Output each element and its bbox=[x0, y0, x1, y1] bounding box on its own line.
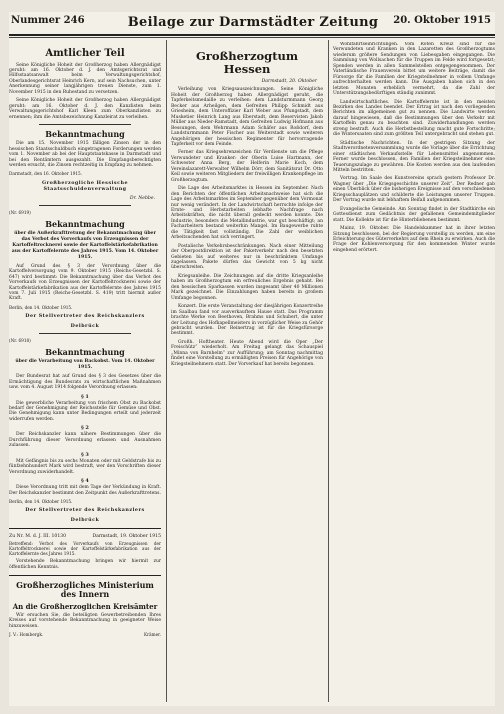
notice-signature: Großherzogliche Hessische Staatsschuldenverwaltung bbox=[41, 179, 129, 192]
newspaper-page bbox=[9, 12, 495, 706]
document-date: Darmstadt, 19. Oktober 1915 bbox=[92, 534, 161, 540]
newspaper-title: Beilage zur Darmstädter Zeitung bbox=[127, 15, 379, 30]
notice-signer: Dr. Nebbe. bbox=[129, 195, 155, 201]
article-paragraph: Konzert. Die erste Veranstaltung der diesjährigen Konzertreihe im Saalbau fand vor ausverkauftem Hause statt. Das Programm brachte Werke von Beethoven, Brahms und Schubert, die unter der Leitung des Hofkapellmeisters in vorzüglicher Weise zu Gehör gebracht wurden. Der Reinertrag ist für die Kriegsfürsorge bestimmt. bbox=[171, 304, 323, 337]
subject-line: Betreffend: Verbot des Vorverkaufs von Erzeugnissen der Kartoffeltrocknerei sowie der Kartoffelstärkefabrikation aus der Kartoffelernte des Jahres 1915. bbox=[9, 541, 161, 557]
header-rule bbox=[9, 37, 495, 38]
document-reference: Zu Nr. M. d. J. III. 10130 bbox=[9, 534, 67, 540]
reference-number: (Nr. 6919) bbox=[9, 209, 31, 215]
article-paragraph: Postalische Verkehrsbeschränkungen. Nach einer Mitteilung der Oberpostdirektion ist der Paketverkehr nach den besetzten Gebieten bis auf weiteres nur in beschränktem Umfange zugelassen. Pakete dürfen das Gewicht von 5 kg nicht überschreiten. bbox=[171, 243, 323, 271]
paragraph-text: Die gewerbliche Verarbeitung von frischem Obst zu Backobst bedarf der Genehmigung der Reichsstelle für Gemüse und Obst. Die Genehmigung kann unter Bedingungen erteilt und jederzeit widerrufen werden. bbox=[9, 400, 161, 422]
notice-heading: Bekanntmachung bbox=[45, 347, 125, 358]
paragraph-number: § 4 bbox=[81, 478, 89, 485]
paragraph-number: § 2 bbox=[81, 425, 89, 432]
section-heading: Amtlicher Teil bbox=[45, 48, 125, 59]
notice-place: Berlin, den 14. Oktober 1915. bbox=[9, 498, 73, 504]
notice-text: Die am 15. November 1915 fälligen Zinsen der in den hessischen Staatsschuldbuch eingetragenen Forderungen werden vom 1. November ab bei der Hauptstaatskasse in Darmstadt und bei den Rentämtern ausgezahlt. Die Empfangsberechtigten werden ersucht, die Zinsen rechtzeitig in Empfang zu nehmen. bbox=[9, 141, 161, 169]
ministry-signature: J. V.: Hombergk. bbox=[9, 632, 44, 638]
issue-date: 20. Oktober 1915 bbox=[393, 15, 491, 26]
separator bbox=[39, 124, 131, 125]
section-heading: Großherzogtum Hessen bbox=[195, 49, 299, 77]
separator bbox=[39, 205, 131, 206]
article-paragraph: Städtische Nachrichten. In der gestrigen Sitzung der Stadtverordnetenversammlung wurde die Vorlage über die Errichtung einer städtischen Verkaufsstelle für Lebensmittel angenommen. Ferner wurde beschlossen, den Familien der Kriegsteilnehmer eine Teuerungszulage zu gewähren. Die Kosten werden aus den laufenden Mitteln bestritten. bbox=[333, 140, 495, 173]
paragraph-number: § 1 bbox=[81, 393, 89, 400]
paragraph-text: Mit Gefängnis bis zu sechs Monaten oder mit Geldstrafe bis zu fünfzehnhundert Mark wird bestraft, wer den Vorschriften dieser Verordnung zuwiderhandelt. bbox=[9, 458, 161, 475]
notice-signer: Delbrück bbox=[70, 517, 100, 524]
article-paragraph: Mainz, 19. Oktober. Die Handelskammer hat in ihrer letzten Sitzung beschlossen, bei der Regierung vorstellig zu werden, um eine Erleichterung des Güterverkehrs auf dem Rhein zu erwirken. Auch die Frage der Kohlenversorgung für den kommenden Winter wurde eingehend erörtert. bbox=[333, 226, 495, 253]
article-paragraph: Verleihung von Kriegsauszeichnungen. Seine Königliche Hoheit der Großherzog haben Allergnädigst geruht, die Tapferkeitsmedaille zu verleihen: dem Landsturmmann Georg Becker aus Arheilgen, dem Gefreiten Philipp Schmidt aus Griesheim, dem Unteroffizier Karl Weber aus Pfungstadt, dem Musketier Heinrich Lang aus Eberstadt, dem Reservisten Jakob Müller aus Nieder-Ramstadt, dem Gefreiten Ludwig Hofmann aus Bessungen, dem Wehrmann Adam Schäfer aus Roßdorf, dem Landsturmmann Peter Fischer aus Weiterstadt sowie weiteren Angehörigen der hessischen Regimenter für hervorragende Tapferkeit vor dem Feinde. bbox=[171, 87, 323, 147]
reference-number: (Nr. 6918) bbox=[9, 337, 31, 343]
article-paragraph: Wohlfahrtseinrichtungen. Vom Roten Kreuz sind für die Verwundeten und Kranken in den Lazaretten des Großherzogtums wiederum größere Sendungen von Liebesgaben eingegangen. Die Sammlung von Wollsachen für die Truppen im Felde wird fortgesetzt; Spenden werden in allen Sammelstellen entgegengenommen. Der Vaterländische Frauenverein bittet um weitere Beiträge, damit die Fürsorge für die Familien der Kriegsteilnehmer in vollem Umfange aufrechterhalten werden kann. Die Ausgaben haben sich in den letzten Monaten erheblich vermehrt, da die Zahl der Unterstützungsbedürftigen ständig zunimmt. bbox=[333, 42, 495, 97]
column-left bbox=[9, 42, 161, 702]
ministry-heading: Großherzogliches Ministerium des Innern bbox=[16, 580, 154, 600]
article-paragraph: Kriegsanleihe. Die Zeichnungen auf die dritte Kriegsanleihe haben im Großherzogtum ein erfreuliches Ergebnis gehabt. Bei den hessischen Sparkassen wurden insgesamt über 40 Millionen Mark gezeichnet. Die Einzahlungen haben bereits in großem Umfange begonnen. bbox=[171, 273, 323, 301]
column-divider bbox=[166, 40, 167, 702]
paragraph-number: § 3 bbox=[81, 451, 89, 458]
notice-place: Berlin, den 14. Oktober 1915. bbox=[9, 304, 73, 310]
dateline: Darmstadt, 20. Oktober bbox=[261, 79, 317, 85]
article-paragraph: Evangelische Gemeinde. Am Sonntag findet in der Stadtkirche ein Gottesdienst zum Gedächtnis der gefallenen Gemeindemitglieder statt. Die Kollekte ist für die Hinterbliebenen bestimmt. bbox=[333, 206, 495, 223]
article-paragraph: Seine Königliche Hoheit der Großherzog haben Allergnädigst geruht: am 16. Oktober d. J. den Kanzlisten beim Verwaltungsgerichtshof Karl Kleen zum Oberkanzlisten zu ernennen; ihm die Amtsbezeichnung Kanzleirat zu verleihen. bbox=[9, 98, 161, 120]
issue-number: Nummer 246 bbox=[11, 15, 85, 26]
notice-text: Vorstehende Bekanntmachung bringen wir hiermit zur öffentlichen Kenntnis. bbox=[9, 559, 161, 570]
notice-heading: Bekanntmachung bbox=[45, 218, 125, 229]
article-paragraph: Ferner das Kriegsehrenzeichen für Verdienste um die Pflege Verwundeter und Kranker: der Oberin Luise Hartmann, der Schwester Anna Berg, der Helferin Marie Koch, dem Vereinslazarett-Verwalter Wilhelm Dörr, dem Sanitätsrat Dr. Otto Keil sowie weiteren Mitgliedern der freiwilligen Krankenpflege im Großherzogtum. bbox=[171, 150, 323, 183]
masthead bbox=[9, 12, 495, 36]
article-paragraph: Die Lage des Arbeitsmarktes in Hessen im September. Nach den Berichten der öffentlichen Arbeitsnachweise hat sich die Lage des Arbeitsmarktes im September gegenüber dem Vormonat nur wenig verändert. In der Landwirtschaft herrschte infolge der Ernte- und Herbstarbeiten lebhafte Nachfrage nach Arbeitskräften, die nicht überall gedeckt werden konnte. Die Industrie, besonders die Metallindustrie, war gut beschäftigt; an Facharbeitern bestand weiterhin Mangel. Im Baugewerbe ruhte die Tätigkeit fast vollständig. Die Zahl der weiblichen Arbeitsuchenden hat sich verringert. bbox=[171, 186, 323, 241]
separator bbox=[39, 333, 131, 334]
notice-signature: Der Stellvertreter des Reichskanzlers bbox=[25, 312, 145, 319]
column-middle bbox=[171, 42, 323, 702]
article-paragraph: Großh. Hoftheater. Heute Abend wird die Oper „Der Freischütz“ wiederholt. Am Freitag gelangt das Schauspiel „Minna von Barnhelm“ zur Aufführung; am Sonntag nachmittag findet eine Vorstellung zu ermäßigten Preisen für Angehörige von Kriegsteilnehmern statt. Der Vorverkauf hat bereits begonnen. bbox=[171, 339, 323, 367]
paragraph-text: Der Reichskanzler kann nähere Bestimmungen über die Durchführung dieser Verordnung erlassen und Ausnahmen zulassen. bbox=[9, 432, 161, 449]
article-paragraph: Landwirtschaftliches. Die Kartoffelernte ist in den meisten Bezirken des Landes beendet. Der Ertrag ist nach den vorliegenden Berichten im allgemeinen gut zu nennen. Die Landwirte werden darauf hingewiesen, daß die Bestimmungen über den Verkehr mit Kartoffeln genau zu beachten sind. Zuwiderhandlungen werden streng bestraft. Auch die Herbstbestellung macht gute Fortschritte; die Wintersaaten sind zum größten Teil untergebracht und stehen gut. bbox=[333, 99, 495, 138]
notice-text: Der Bundesrat hat auf Grund des § 3 des Gesetzes über die Ermächtigung des Bundesrats zu wirtschaftlichen Maßnahmen usw. vom 4. August 1914 folgende Verordnung erlassen: bbox=[9, 374, 161, 391]
notice-text: Wir ersuchen Sie, die beteiligten Gewerbetreibenden Ihres Kreises auf vorstehende Bekanntmachung in geeigneter Weise hinzuweisen. bbox=[9, 612, 161, 629]
column-right bbox=[333, 42, 495, 702]
column-divider bbox=[328, 40, 329, 702]
signature-row bbox=[9, 632, 161, 637]
notice-heading: Bekanntmachung bbox=[45, 129, 125, 140]
article-paragraph: Vortrag. Im Saale des Kunstvereins sprach gestern Professor Dr. Wagner über „Die Kriegsgeschichte unserer Zeit“. Der Redner gab einen Überblick über die bisherigen Ereignisse auf den verschiedenen Kriegsschauplätzen und schilderte die Leistungen unserer Truppen. Der Vortrag wurde mit lebhaftem Beifall aufgenommen. bbox=[333, 176, 495, 204]
notice-signature: Der Stellvertreter des Reichskanzlers bbox=[25, 507, 145, 514]
notice-signer: Delbrück bbox=[70, 322, 100, 329]
ministry-subheading: An die Großherzoglichen Kreisämter bbox=[12, 601, 158, 611]
separator bbox=[9, 528, 161, 529]
document-reference-row bbox=[9, 534, 161, 539]
notice-place: Darmstadt, den 16. Oktober 1915. bbox=[9, 171, 83, 177]
notice-subtitle: über die Außerkrafttretung der Bekanntmachung über das Verbot des Vorverkaufs von Erzeugnissen der Kartoffeltrocknerei sowie der Kartoffelstärkefabrikation aus der Kartoffelernte des Jahres 1915. Vom 14. Oktober 1915. bbox=[11, 230, 159, 260]
article-paragraph: Seine Königliche Hoheit der Großherzog haben Allergnädigst geruht: am 16. Oktober d. J. den Amtsgerichtsrat und Hilfsstaatsanwalt beim Verwaltungsgerichtshof, Oberlandesgerichtsrat Heinrich Kern, auf sein Nachsuchen, unter Anerkennung seiner langjährigen treuen Dienste, zum 1. November 1915 in den Ruhestand zu versetzen. bbox=[9, 62, 161, 95]
ministry-signer: Krämer. bbox=[144, 632, 161, 638]
paragraph-text: Diese Verordnung tritt mit dem Tage der Verkündung in Kraft. Der Reichskanzler bestimmt den Zeitpunkt des Außerkrafttretens. bbox=[9, 485, 161, 496]
notice-text: Auf Grund des § 3 der Verordnung über die Kartoffelversorgung vom 9. Oktober 1915 (Reichs-Gesetzbl. S. 647) wird bestimmt: Die Bekanntmachung über das Verbot des Vorverkaufs von Erzeugnissen der Kartoffeltrocknerei sowie der Kartoffelstärkefabrikation aus der Kartoffelernte des Jahres 1915 vom 7. Juli 1915 (Reichs-Gesetzbl. S. 419) tritt hiermit außer Kraft. bbox=[9, 263, 161, 302]
notice-subtitle: über die Verarbeitung von Backobst. Vom 14. Oktober 1915. bbox=[15, 359, 155, 371]
separator bbox=[9, 575, 161, 576]
